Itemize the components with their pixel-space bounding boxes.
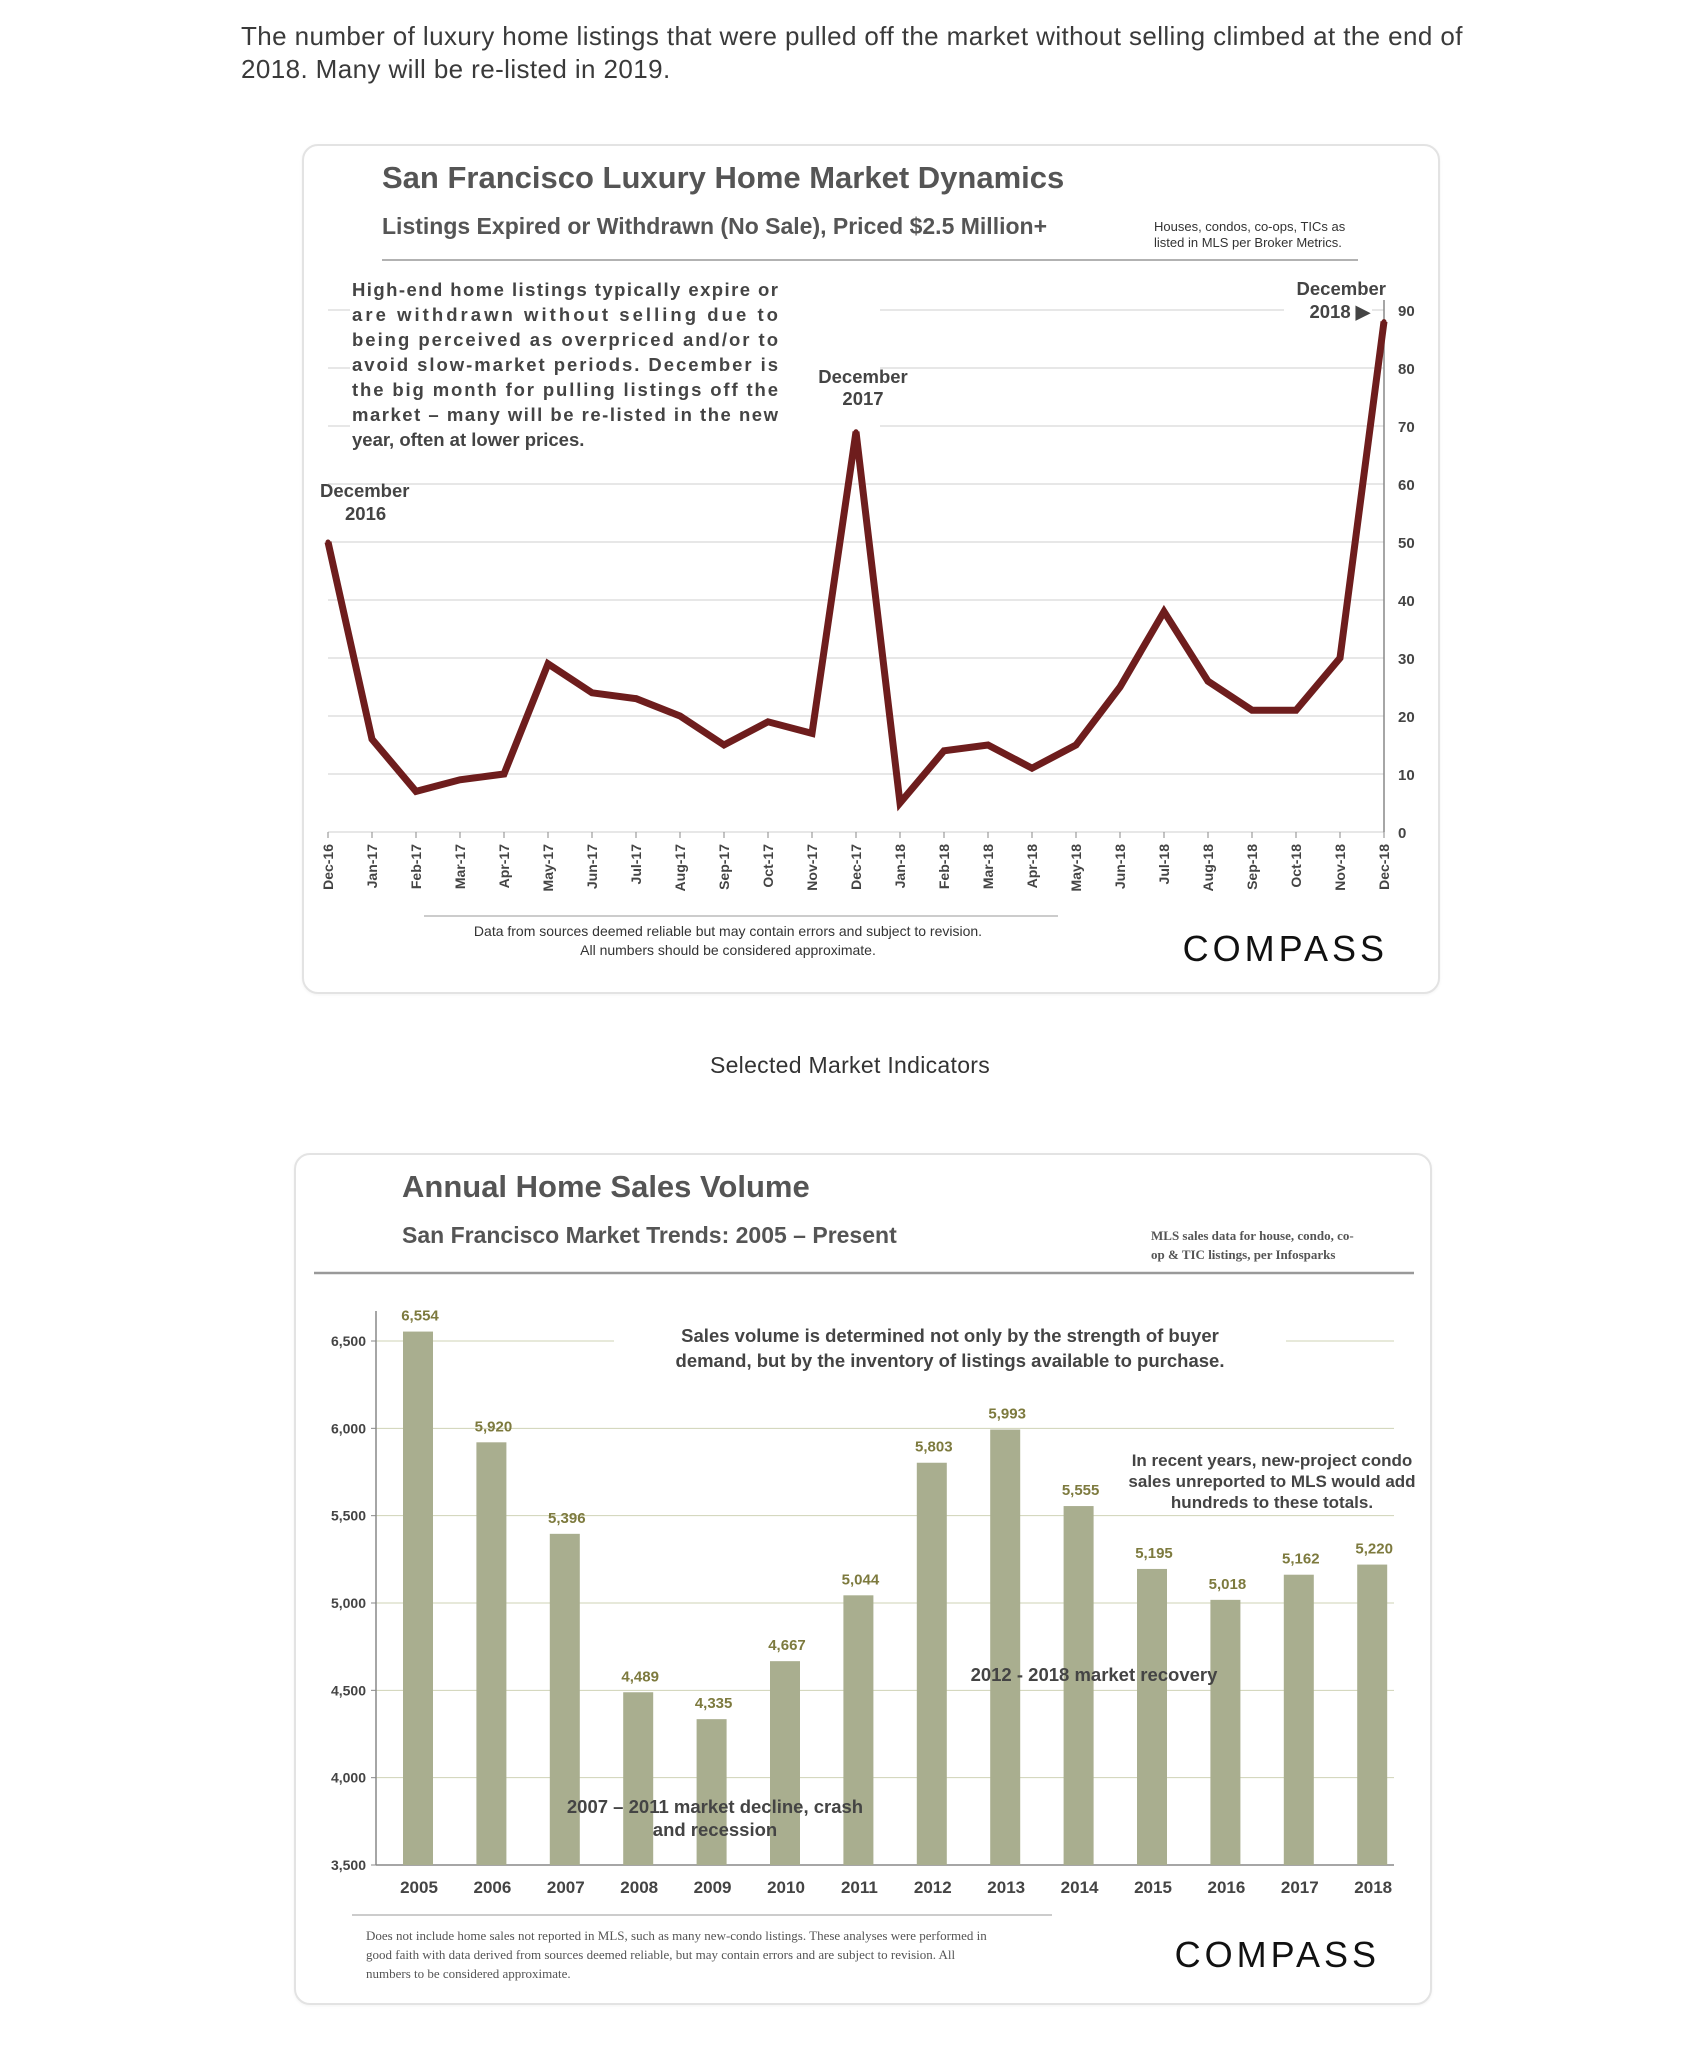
chart2-bar-value-label: 6,554: [401, 1307, 439, 1325]
chart1-x-tick-label: Aug-17: [672, 844, 688, 892]
chart1-y-tick-label: 60: [1398, 477, 1415, 494]
chart2-title: Annual Home Sales Volume: [402, 1169, 810, 1204]
chart1-subtitle: Listings Expired or Withdrawn (No Sale), Priced $2.5 Million+: [382, 213, 1048, 239]
chart2-bar: [1137, 1569, 1167, 1865]
chart2-bar-value-label: 5,162: [1282, 1550, 1320, 1568]
chart2-annotation-right-line2: sales unreported to MLS would add: [1128, 1472, 1416, 1491]
chart1-x-tick-label: Apr-17: [496, 844, 512, 889]
chart1-data-point: [898, 801, 903, 806]
chart1-x-tick-label: Nov-17: [804, 844, 820, 891]
chart2-disclaimer-line2: good faith with data derived from sources deemed reliable, but may contain errors and are subject to revision. All: [366, 1947, 956, 1962]
chart1-x-tick-label: Jul-17: [628, 844, 644, 885]
chart2-x-tick-label: 2018: [1354, 1878, 1393, 1897]
chart2-y-tick-label: 5,500: [330, 1507, 366, 1524]
chart1-data-point: [326, 540, 331, 545]
chart1-y-tick-label: 30: [1398, 651, 1415, 668]
chart2-bar-value-label: 4,489: [621, 1668, 659, 1686]
chart2-x-tick-label: 2007: [546, 1878, 585, 1897]
chart2-disclaimer-line1: Does not include home sales not reported in MLS, such as many new-condo listings. These analyses were performed in: [366, 1928, 987, 1943]
chart1-x-tick-label: Jun-18: [1112, 844, 1128, 890]
chart1-y-tick-label: 80: [1398, 361, 1415, 378]
chart2-bar-value-label: 4,667: [768, 1637, 806, 1655]
chart1-annotation-line: being perceived as overpriced and/or to: [352, 329, 778, 350]
chart2-bar-value-label: 5,195: [1135, 1544, 1173, 1562]
chart1-x-tick-label: Feb-17: [408, 844, 424, 890]
chart2-y-tick-label: 3,500: [330, 1857, 366, 1873]
chart2-x-tick-label: 2008: [620, 1878, 659, 1897]
chart1-data-point: [1074, 743, 1079, 748]
chart1-data-point: [414, 789, 419, 794]
chart1-y-axis: [1398, 303, 1415, 842]
chart1-title: San Francisco Luxury Home Market Dynamics: [382, 160, 1065, 195]
chart1-x-tick-label: Jun-17: [584, 844, 600, 890]
chart2-bar: [697, 1719, 727, 1865]
chart2-x-tick-label: 2017: [1280, 1878, 1319, 1897]
chart2-x-axis: [400, 1878, 1392, 1897]
chart1-data-point: [986, 743, 991, 748]
chart2-bar-value-label: 5,920: [474, 1418, 513, 1436]
chart2-x-tick-label: 2010: [767, 1878, 805, 1897]
chart2-source-note-line1: MLS sales data for house, condo, co-: [1151, 1228, 1354, 1243]
chart2-annotation-right-line3: hundreds to these totals.: [1170, 1493, 1374, 1512]
chart1-x-tick-label: Jan-18: [892, 844, 908, 889]
chart1-source-note-line2: listed in MLS per Broker Metrics.: [1154, 235, 1342, 250]
chart1-y-tick-label: 20: [1398, 709, 1415, 726]
annual-sales-bar-chart: [296, 1155, 1430, 2003]
compass-logo: COMPASS: [1174, 1934, 1380, 1975]
callout-dec-2018: December: [1296, 278, 1386, 299]
chart1-annotation-line: year, often at lower prices.: [352, 429, 585, 450]
chart1-data-point: [1338, 656, 1343, 661]
chart2-bars: [403, 1332, 1387, 1865]
chart1-data-point: [678, 714, 683, 719]
chart2-x-tick-label: 2011: [840, 1878, 878, 1897]
chart2-y-tick-label: 4,500: [330, 1682, 366, 1699]
chart2-y-tick-label: 6,500: [330, 1333, 366, 1349]
chart1-data-point: [1250, 708, 1255, 713]
luxury-market-chart-panel: [302, 144, 1440, 994]
chart2-y-tick-label: 6,000: [330, 1420, 366, 1437]
chart1-x-tick-label: Mar-17: [452, 844, 468, 890]
chart2-bar: [403, 1332, 433, 1865]
chart1-data-point: [634, 696, 639, 701]
chart2-subtitle: San Francisco Market Trends: 2005 – Present: [402, 1222, 897, 1248]
chart2-annotation-recovery: 2012 - 2018 market recovery: [970, 1664, 1218, 1685]
chart1-disclaimer-line2: All numbers should be considered approximate.: [580, 942, 876, 958]
chart2-gridlines: [376, 1341, 1394, 1778]
chart1-x-tick-label: Oct-18: [1288, 844, 1304, 888]
chart1-data-point: [854, 429, 859, 434]
chart1-data-point: [810, 731, 815, 736]
chart2-bar: [843, 1595, 873, 1865]
section-caption: Selected Market Indicators: [709, 1052, 991, 1078]
chart2-x-tick-label: 2012: [913, 1878, 952, 1897]
chart2-x-tick-label: 2015: [1134, 1878, 1172, 1897]
chart2-bar-value-label: 5,555: [1061, 1482, 1100, 1500]
chart2-annotation-decline-line1: 2007 – 2011 market decline, crash: [566, 1796, 864, 1817]
chart2-bar: [1284, 1575, 1314, 1865]
chart2-bar: [990, 1430, 1020, 1865]
chart1-data-point: [502, 772, 507, 777]
chart1-data-point: [1382, 319, 1387, 324]
chart2-x-tick-label: 2009: [693, 1878, 732, 1897]
chart1-data-point: [590, 690, 595, 695]
chart1-y-tick-label: 70: [1398, 419, 1415, 436]
chart2-bar-value-label: 5,396: [548, 1509, 586, 1527]
chart1-data-point: [1118, 685, 1123, 690]
chart2-bar-value-label: 5,220: [1355, 1540, 1393, 1558]
chart2-x-tick-label: 2013: [987, 1878, 1026, 1897]
chart1-x-tick-label: Feb-18: [936, 844, 952, 890]
chart1-y-tick-label: 40: [1398, 593, 1415, 610]
chart2-bar-value-label: 5,044: [841, 1571, 880, 1589]
chart1-data-point: [1030, 766, 1035, 771]
chart1-data-point: [942, 748, 947, 753]
chart1-annotation-line: High-end home listings typically expire or: [352, 279, 778, 300]
chart1-x-tick-label: Dec-16: [320, 844, 336, 890]
chart1-x-tick-label: Nov-18: [1332, 844, 1348, 891]
chart1-annotation-line: avoid slow-market periods. December is: [352, 354, 778, 375]
chart1-data-point: [722, 743, 727, 748]
chart1-data-point: [458, 777, 463, 782]
callout-dec-2018-year: 2018 ▶: [1309, 301, 1370, 322]
chart1-x-tick-label: Dec-17: [848, 844, 864, 890]
chart1-data-point: [766, 719, 771, 724]
chart1-y-tick-label: 0: [1398, 825, 1407, 842]
chart2-annotation-top-line1: Sales volume is determined not only by the strength of buyer: [681, 1325, 1219, 1346]
chart2-bar-value-label: 4,335: [694, 1695, 733, 1713]
callout-dec-2016: December: [320, 480, 410, 501]
chart1-x-tick-label: May-18: [1068, 844, 1084, 892]
chart1-x-tick-label: Mar-18: [980, 844, 996, 890]
chart2-bar: [917, 1463, 947, 1865]
chart1-data-point: [370, 737, 375, 742]
chart2-bar: [1064, 1506, 1094, 1865]
chart2-source-note-line2: op & TIC listings, per Infosparks: [1151, 1247, 1336, 1262]
chart1-annotation-line: market – many will be re-listed in the new: [352, 404, 778, 425]
chart2-y-axis: [331, 1333, 376, 1873]
chart1-data-point: [546, 661, 551, 666]
chart1-annotation-line: are withdrawn without selling due to: [352, 304, 778, 325]
chart1-x-tick-label: Aug-18: [1200, 844, 1216, 892]
chart1-data-point: [1294, 708, 1299, 713]
annual-sales-chart-panel: [294, 1153, 1432, 2005]
chart1-x-tick-label: Sep-18: [1244, 844, 1260, 890]
chart2-x-tick-label: 2005: [400, 1878, 438, 1897]
chart2-y-tick-label: 5,000: [330, 1595, 366, 1611]
chart2-bar: [623, 1692, 653, 1865]
chart2-annotation-right-line1: In recent years, new-project condo: [1131, 1451, 1413, 1470]
intro-text: The number of luxury home listings that were pulled off the market without selling climbed at the end of 2018. Many will be re-listed in 2019.: [241, 21, 1463, 84]
chart2-annotation-decline-line2: and recession: [652, 1819, 778, 1840]
chart2-bar: [476, 1442, 506, 1865]
chart1-x-tick-label: Jul-18: [1156, 844, 1172, 885]
chart2-bar-value-label: 5,993: [988, 1405, 1026, 1423]
chart1-y-tick-label: 50: [1398, 535, 1415, 552]
chart1-annotation-line: the big month for pulling listings off the: [352, 379, 778, 400]
chart2-bar: [1210, 1600, 1240, 1865]
chart1-y-tick-label: 90: [1398, 303, 1415, 320]
chart1-x-axis: [320, 832, 1392, 891]
chart1-disclaimer-line1: Data from sources deemed reliable but may contain errors and subject to revision.: [473, 923, 983, 939]
chart1-data-point: [1162, 609, 1167, 614]
chart2-x-tick-label: 2016: [1207, 1878, 1246, 1897]
chart2-x-tick-label: 2006: [473, 1878, 512, 1897]
callout-dec-2017: December: [818, 366, 908, 387]
chart2-bar-value-label: 5,018: [1208, 1575, 1247, 1593]
chart1-x-tick-label: May-17: [540, 844, 556, 892]
chart2-bar: [1357, 1565, 1387, 1865]
chart2-disclaimer-line3: numbers to be considered approximate.: [366, 1966, 571, 1981]
chart1-x-tick-label: Oct-17: [760, 844, 776, 888]
chart1-data-point: [1206, 679, 1211, 684]
chart1-x-tick-label: Jan-17: [364, 844, 380, 889]
chart2-y-tick-label: 4,000: [330, 1769, 366, 1786]
chart2-annotation-top-line2: demand, but by the inventory of listings available to purchase.: [675, 1350, 1225, 1371]
chart1-x-tick-label: Apr-18: [1024, 844, 1040, 889]
luxury-line-chart: [304, 146, 1438, 992]
chart1-y-tick-label: 10: [1398, 767, 1415, 784]
chart1-source-note-line1: Houses, condos, co-ops, TICs as: [1154, 219, 1346, 234]
chart1-x-tick-label: Sep-17: [716, 844, 732, 890]
chart1-x-tick-label: Dec-18: [1376, 844, 1392, 890]
compass-logo: COMPASS: [1182, 928, 1388, 969]
chart2-x-tick-label: 2014: [1060, 1878, 1099, 1897]
callout-dec-2017-year: 2017: [842, 388, 884, 409]
chart2-bar-value-label: 5,803: [915, 1438, 953, 1456]
callout-dec-2016-year: 2016: [345, 503, 387, 524]
